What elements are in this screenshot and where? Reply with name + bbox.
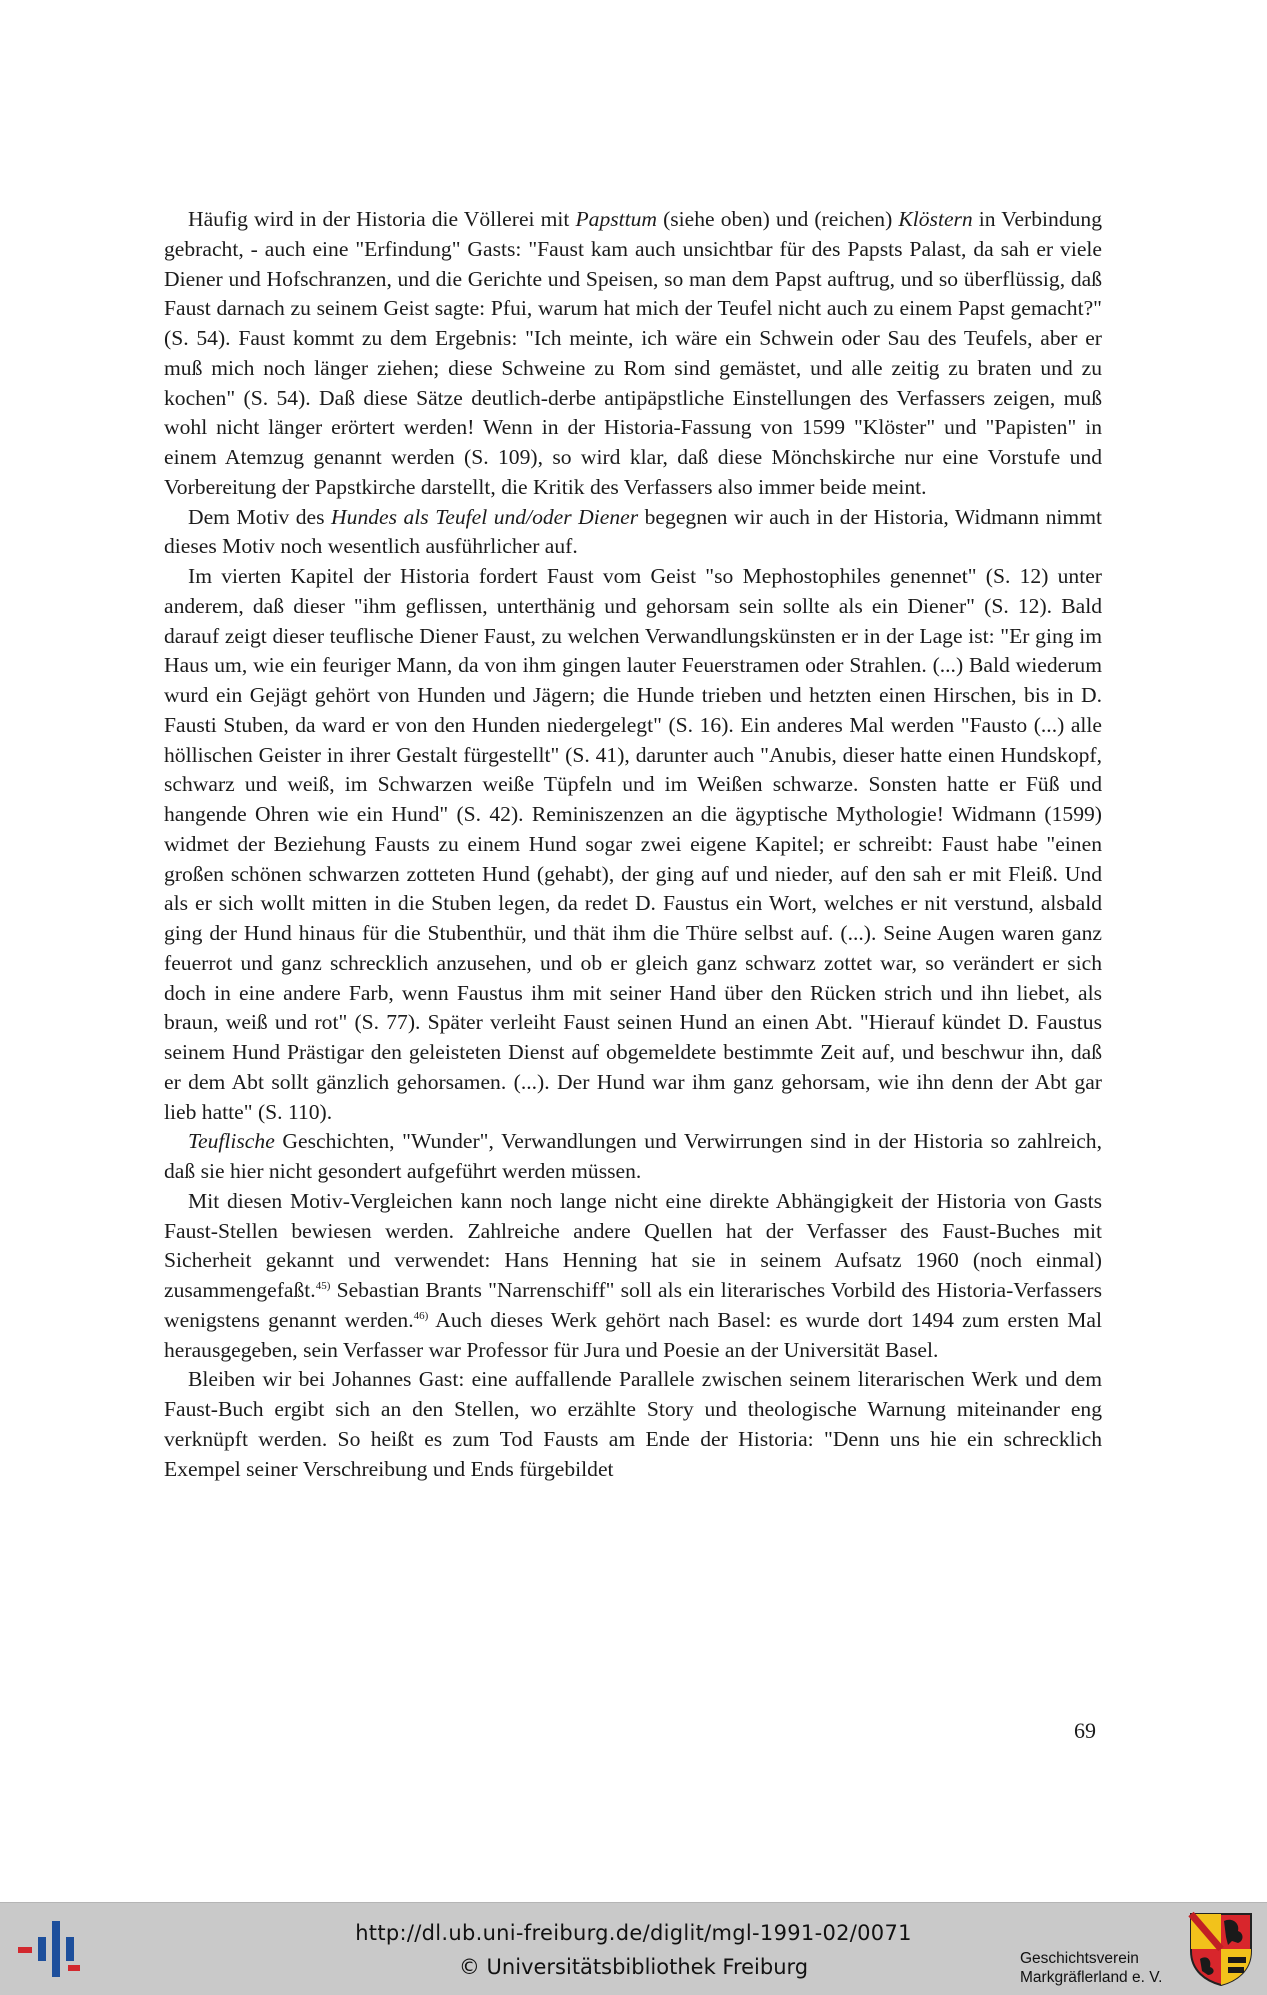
paragraph — [164, 205, 1102, 503]
footer-url[interactable]: http://dl.ub.uni-freiburg.de/diglit/mgl-1991-02/0071 — [355, 1921, 912, 1945]
page-number: 69 — [1074, 1718, 1096, 1743]
publisher-name — [1020, 1949, 1162, 1987]
publisher-line-2: Markgräflerland e. V. — [1020, 1969, 1163, 1986]
italic-text: Hundes als Teufel und/oder Diener — [331, 504, 639, 529]
paragraph — [164, 1127, 1102, 1187]
body-text — [164, 205, 1102, 1484]
italic-text: Teuflische — [188, 1129, 275, 1154]
italic-text: Klöstern — [898, 207, 973, 231]
italic-text: Papsttum — [575, 207, 658, 231]
text-run: Mit diesen Motiv-Vergleichen kann noch lange nicht eine direkte Abhängigkeit der Historia von Gasts Faust-Stellen bewiesen werden. Zahlreiche andere Quellen hat der Verfasser des Faust-Buches mit Sicherheit gekannt und verwendet: Hans Henning hat sie in seinem Aufsatz 1960 (noch einmal) zusammengefaßt. — [164, 1188, 1102, 1302]
publisher-line-1: Geschichtsverein — [1020, 1950, 1139, 1967]
paragraph — [164, 503, 1102, 563]
text-run: Geschichten, "Wunder", Verwandlungen und Verwirrungen sind in der Historia so zahlreich, daß sie hier nicht gesondert aufgeführt werden müssen. — [164, 1129, 1102, 1183]
paragraph — [164, 1365, 1102, 1484]
paragraph — [164, 562, 1102, 1127]
footer-bar — [0, 1902, 1267, 1995]
text-run: (siehe oben) und (reichen) — [657, 207, 899, 231]
text-run: Bleiben wir bei Johannes Gast: eine auffallende Parallele zwischen seinem literarischen Werk und dem Faust-Buch ergibt sich an den Stellen, wo erzählte Story und theologische Warnung miteinander eng verknüpft werden. So heißt es zum Tod Fausts am Ende der Historia: "Denn uns hie ein schrecklich Exempel seiner Verschreibung und Ends fürgebildet — [164, 1367, 1102, 1481]
footer-copyright: © Universitätsbibliothek Freiburg — [458, 1955, 809, 1979]
text-run: begegnen wir auch in der Historia, Widmann nimmt dieses Motiv noch wesentlich ausführlicher auf. — [164, 504, 1103, 559]
text-run: Häufig wird in der Historia die Völlerei mit — [188, 207, 576, 231]
text-run: in Verbindung gebracht, - auch eine "Erfindung" Gasts: "Faust kam auch unsichtbar für des Papsts Palast, da sah er viele Diener und Hofschranzen, und die Gerichte und Speisen, so man dem Papst auftrug, und so überflüssig, daß Faust darnach zu seinem Geist sagte: Pfui, warum hat mich der Teufel nicht auch zu einem Papst gemacht?" (S. 54). Faust kommt zu dem Ergebnis: "Ich meinte, ich wäre ein Schwein oder Sau des Teufels, aber er muß mich noch länger ziehen; diese Schweine zu Rom sind gemästet, und alle zeitig zu braten und zu kochen" (S. 54). Daß diese Sätze deutlich-derbe antipäpstliche Einstellungen des Verfassers zeigen, muß wohl nicht länger erörtert werden! Wenn in der Historia-Fassung von 1599 "Klöster" und "Papisten" in einem Atemzug genannt werden (S. 109), so wird klar, daß diese Mönchskirche nur eine Vorstufe und Vorbereitung der Papstkirche darstellt, die Kritik des Verfassers also immer beide meint. — [164, 207, 1103, 499]
text-run: Auch dieses Werk gehört nach Basel: es wurde dort 1494 zum ersten Mal herausgegeben, sein Verfasser war Professor für Jura und Poesie an der Universität Basel. — [164, 1307, 1102, 1362]
paragraph — [164, 1187, 1102, 1366]
footnote-ref: 46) — [413, 1309, 429, 1322]
coat-of-arms-icon — [1188, 1911, 1254, 1987]
text-run: Im vierten Kapitel der Historia fordert Faust vom Geist "so Mephostophiles genennet" (S. 12) unter anderem, daß dieser "ihm geflissen, unterthänig und gehorsam sein sollte als ein Diener" (S. 12). Bald darauf zeigt dieser teuflische Diener Faust, zu welchen Verwandlungskünsten er in der Lage ist: "Er ging im Haus um, wie ein feuriger Mann, da von ihm gingen lauter Feuerstramen oder Strahlen. (...) Bald wiederum wurd ein Gejägt gehört von Hunden und Jägern; die Hunde trieben und hetzten einen Hirschen, bis in D. Fausti Stuben, da ward er von den Hunden niedergelegt" (S. 16). Ein anderes Mal werden "Fausto (...) alle höllischen Geister in ihrer Gestalt fürgestellt" (S. 41), darunter auch "Anubis, dieser hatte einen Hundskopf, schwarz und weiß, im Schwarzen weiße Tüpfeln und im Weißen schwarze. Sonsten hatte er Füß und hangende Ohren wie ein Hund" (S. 42). Reminiszenzen an die ägyptische Mythologie! Widmann (1599) widmet der Beziehung Fausts zu einem Hund sogar zwei eigene Kapitel; er schreibt: Faust habe "einen großen schönen schwarzen zotteten Hund (gehabt), der ging auf und nieder, auf den sah er mit Fleiß. Und als er sich wollt mitten in die Stuben legen, da redet D. Faustus ein Wort, welches er nit verstund, alsbald ging der Hund hinaus für die Stubenthür, und thät ihm die Thüre selbst auf. (...). Seine Augen waren ganz feuerrot und ganz schrecklich anzusehen, und ob er gleich ganz schwarz zottet war, so verändert er sich doch in eine andere Farb, wenn Faustus ihm mit seiner Hand über den Rücken strich und ihn liebet, als braun, weiß und rot" (S. 77). Später verleiht Faust seinen Hund an einen Abt. "Hierauf kündet D. Faustus seinem Hund Prästigar den geleisteten Dienst auf obgemeldete bestimmte Zeit auf, und beschwur ihn, daß er dem Abt sollt gänzlich gehorsamen. (...). Der Hund war ihm ganz gehorsam, wie ihn denn der Abt gar lieb hatte" (S. 110). — [164, 564, 1102, 1124]
text-run: Dem Motiv des — [188, 504, 332, 529]
text-run: Sebastian Brants "Narrenschiff" soll als ein literarisches Vorbild des Historia-Verfassers wenigstens genannt werden. — [164, 1278, 1102, 1332]
footnote-ref: 45) — [315, 1279, 331, 1292]
